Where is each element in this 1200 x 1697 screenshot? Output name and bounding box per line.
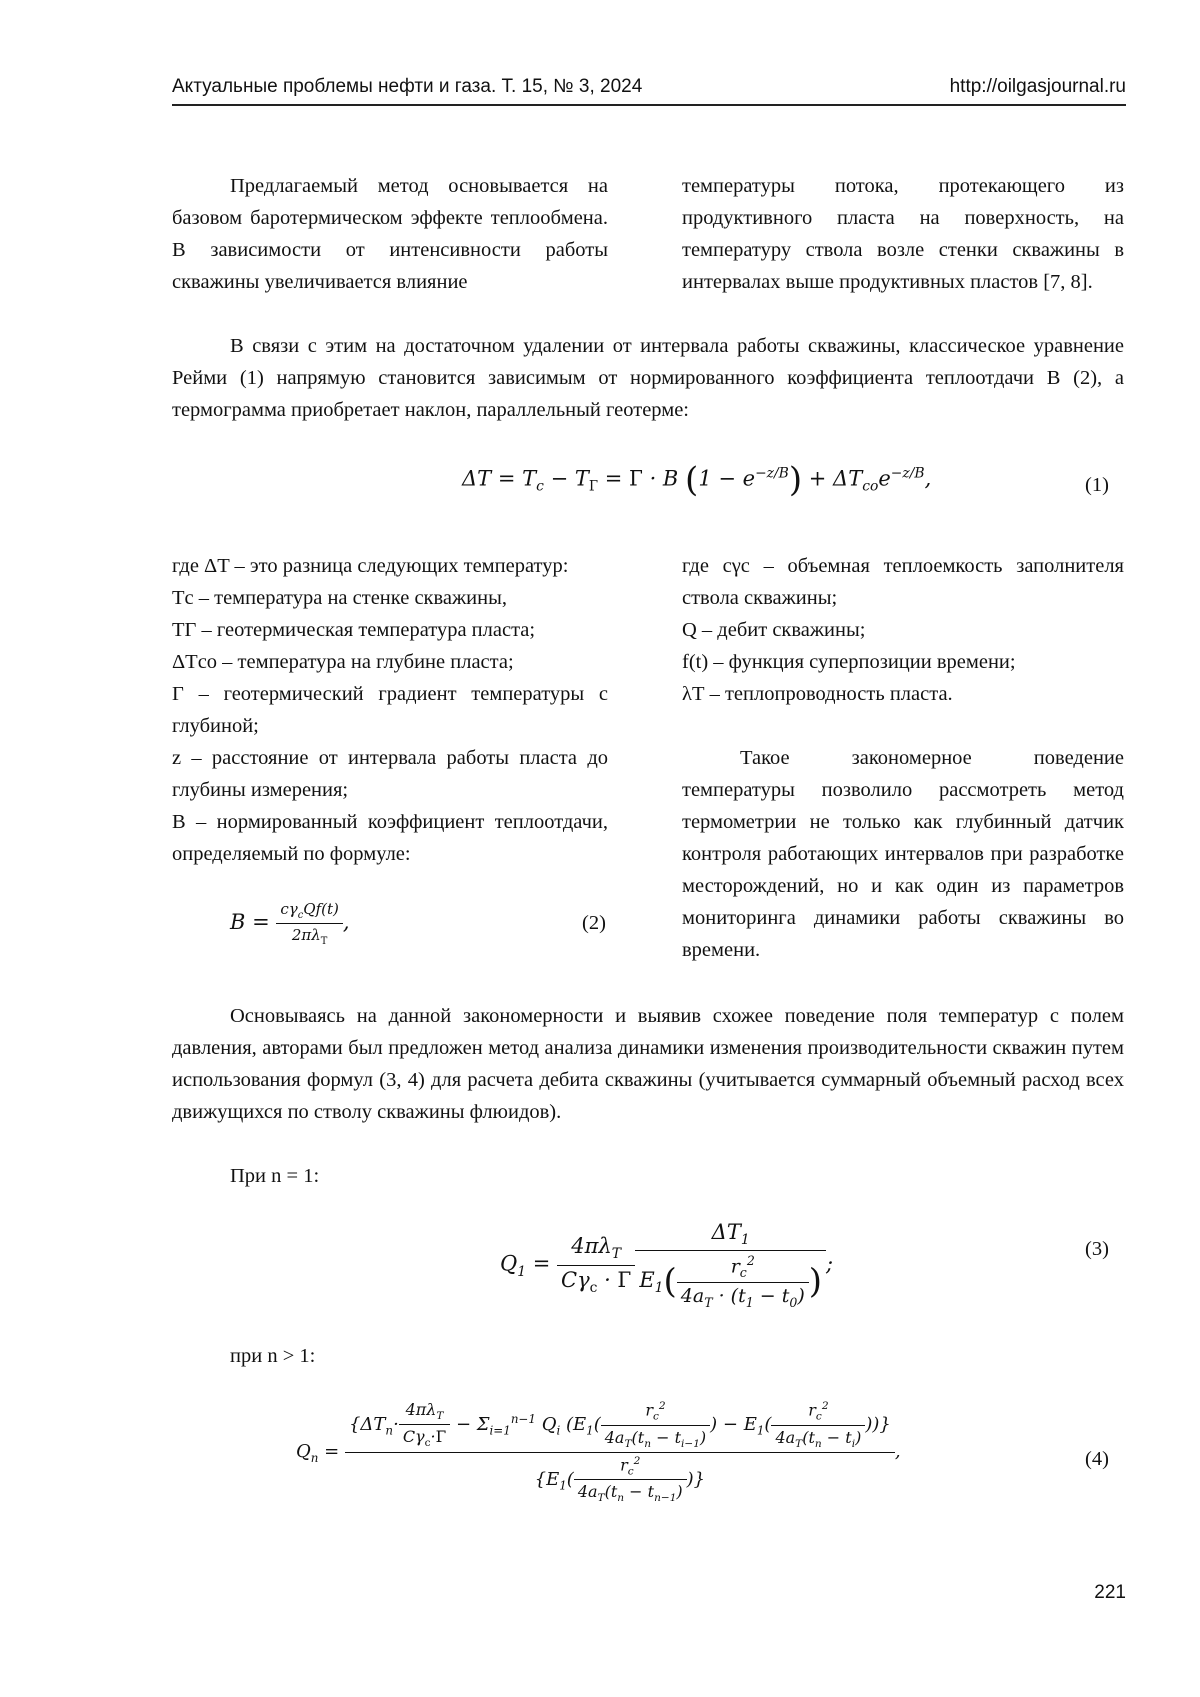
definition-item: λТ – теплопроводность пласта. (682, 683, 953, 705)
definition-item: ΔTсо – температура на глубине пласта; (172, 651, 514, 673)
journal-url[interactable]: http://oilgasjournal.ru (949, 76, 1126, 97)
equation-2-number: (2) (582, 912, 606, 934)
intro-right-text: температуры потока, протекающего из продуктивного пласта на поверхность, на температуру ствола возле стенки скважины в интервалах выше продуктивных пластов [7, 8]. (682, 175, 1124, 293)
case-n1-label: При n = 1: (230, 1165, 320, 1187)
definition-item: Tс – температура на стенке скважины, (172, 587, 508, 609)
right-paragraph (682, 742, 1124, 966)
running-header (172, 74, 1126, 106)
paragraph-3 (172, 1000, 1124, 1128)
equation-1-number: (1) (1085, 474, 1109, 496)
definition-item: f(t) – функция суперпозиции времени; (682, 651, 1016, 673)
equation-4: $Q_n$ = {$\Delta T_n\cdot$ $\frac{4\pi\lambda_T}{C\gamma_c\cdot Г}$ − $\Sigma_{i=1}^{n-1}$ $Q_i$ ($E_1$( $\frac{r_c^2}{4a_T(t_n - t_{i-1})}$ ) − $E_1$( $\frac{r_c^2}{4a_T(t_n - t_i)}$ ))} {$E_1$( $\frac{r_c^2}{4a_T(t_n - t_{n-1})}$ )} , (296, 1400, 901, 1505)
right-paragraph-text: Такое закономерное поведение температуры позволило рассмотреть метод термометрии не только как глубинный датчик контроля работающих интервалов при разработке месторождений, но и как один из параметров мониторинга динамики работы скважины во времени. (682, 747, 1124, 961)
case-n-gt-1-label: при n > 1: (230, 1345, 316, 1367)
definition-item: где ΔT – это разница следующих температур: (172, 555, 569, 577)
definition-item: z – расстояние от интервала работы пласта до глубины измерения; (172, 747, 608, 801)
equation-1: $\Delta T = T_c - T_Г = Г \cdot B$ $(1 - e^{-z/B}) + \Delta T_{co}e^{-z/B}$, (462, 460, 932, 500)
intro-left-column (172, 170, 608, 298)
definitions-right-column (682, 550, 1124, 710)
equation-4-number: (4) (1085, 1448, 1109, 1470)
equation-3-number: (3) (1085, 1238, 1109, 1260)
definition-item: где cγс – объемная теплоемкость заполнителя ствола скважины; (682, 555, 1124, 609)
definition-item: TГ – геотермическая температура пласта; (172, 619, 536, 641)
equation-3: $Q_1$ = $\frac{4\pi\lambda_T}{C\gamma_c \cdot Г}$ $\Delta T_1$ $E_1$( $\frac{r_c^2}{4a_T \cdot (t_1 - t_0)}$ ) ; (500, 1220, 834, 1311)
paragraph-2 (172, 330, 1124, 426)
journal-title: Актуальные проблемы нефти и газа. Т. 15, № 3, 2024 (172, 76, 643, 97)
paragraph-3-text: Основываясь на данной закономерности и выявив схожее поведение поля температур с полем давления, авторами был предложен метод анализа динамики изменения производительности скважин путем использования формул (3, 4) для расчета дебита скважины (учитывается суммарный объемный расход всех движущихся по стволу скважины флюидов). (172, 1005, 1124, 1123)
paragraph-2-text: В связи с этим на достаточном удалении от интервала работы скважины, классическое уравнение Рейми (1) напрямую становится зависимым от нормированного коэффициента теплоотдачи B (2), а термограмма приобретает наклон, параллельный геотерме: (172, 335, 1124, 421)
intro-left-text: Предлагаемый метод основывается на базовом баротермическом эффекте теплообмена. В зависимости от интенсивности работы скважины увеличивается влияние (172, 175, 608, 293)
page-number: 221 (1094, 1582, 1126, 1603)
definition-item: Г – геотермический градиент температуры с глубиной; (172, 683, 608, 737)
definitions-left-column (172, 550, 608, 870)
definition-item: Q – дебит скважины; (682, 619, 866, 641)
definition-item: B – нормированный коэффициент теплоотдачи, определяемый по формуле: (172, 811, 608, 865)
equation-2: B = $\frac{c\gamma_cQf(t)}{2\pi\lambda_T}$ , (230, 900, 350, 947)
intro-right-column (682, 170, 1124, 298)
